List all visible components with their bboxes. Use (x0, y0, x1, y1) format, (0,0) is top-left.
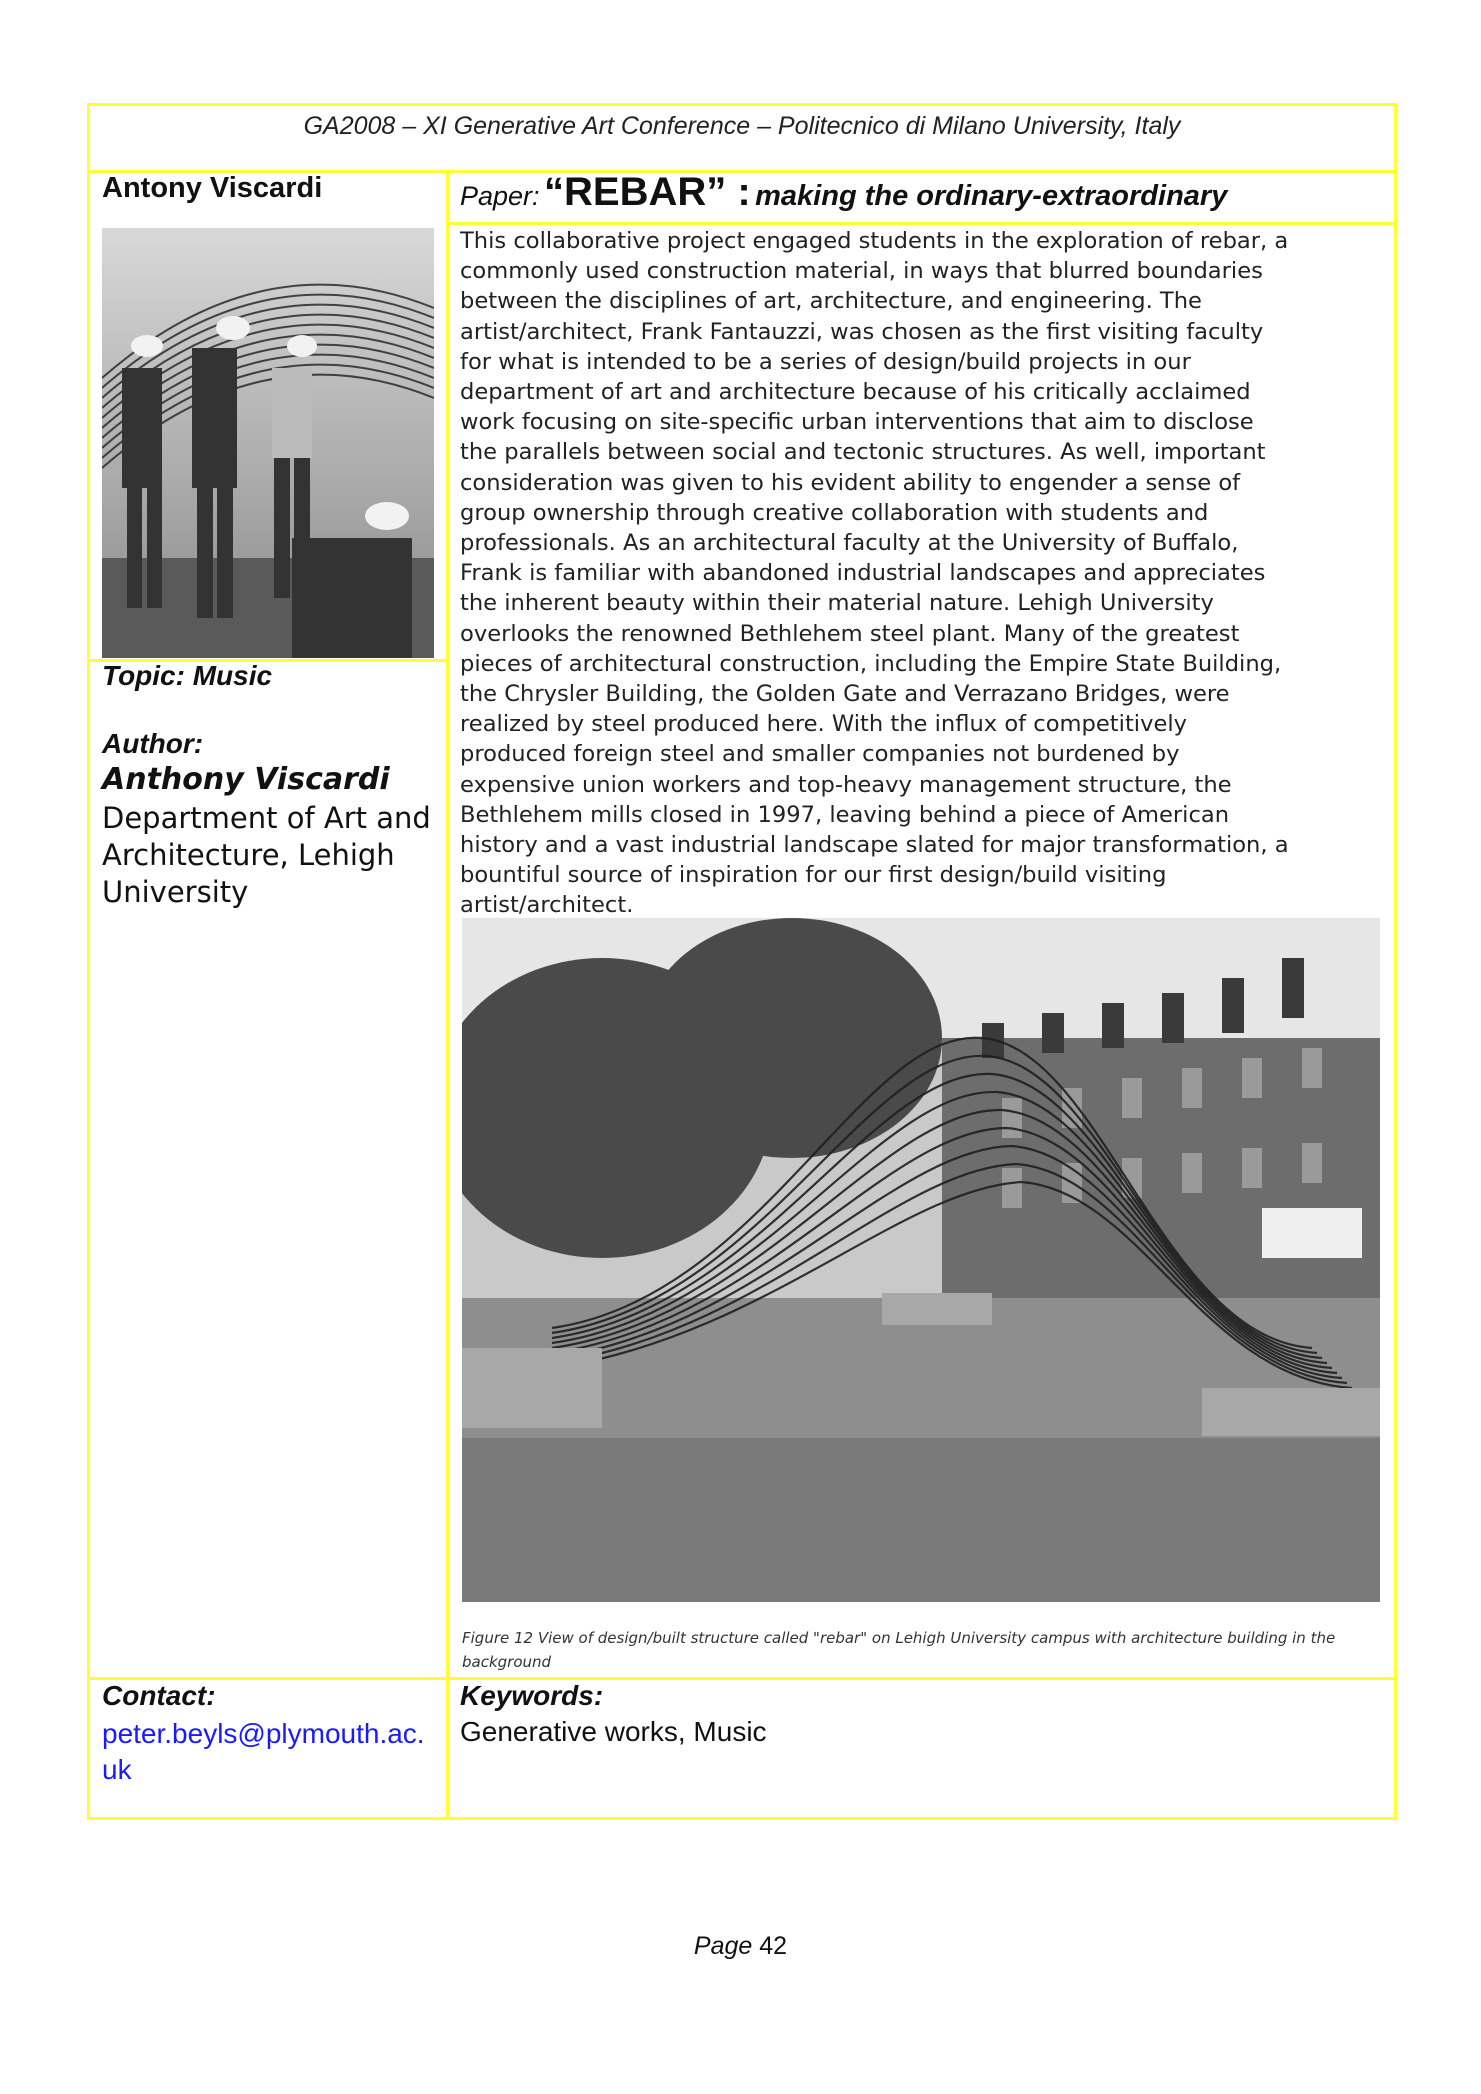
abstract-line: pieces of architectural construction, including the Empire State Building, (460, 650, 1282, 677)
topic-label: Topic: Music (102, 660, 273, 691)
abstract-line: realized by steel produced here. With the influx of competitively (460, 711, 1187, 738)
abstract-line: the parallels between social and tectonic structures. As well, important (460, 439, 1266, 466)
contact-email-link[interactable]: peter.beyls@plymouth.ac.uk (102, 1718, 425, 1785)
keywords-value: Generative works, Music (460, 1716, 767, 1747)
author-label: Author: (102, 728, 204, 759)
abstract-line: expensive union workers and top-heavy management structure, the (460, 771, 1232, 798)
divider (87, 1677, 1397, 1680)
author-affiliation: Department of Art and Architecture, Lehigh University (102, 801, 431, 909)
conference-header: GA2008 – XI Generative Art Conference – Politecnico di Milano University, Italy (303, 112, 1181, 140)
rebar-structure-photo (462, 918, 1380, 1602)
abstract-line: the Chrysler Building, the Golden Gate and Verrazano Bridges, were (460, 681, 1230, 708)
abstract-line: history and a vast industrial landscape slated for major transformation, a (460, 832, 1289, 859)
paper-subtitle: making the ordinary-extraordinary (755, 180, 1228, 212)
page-number-value: 42 (759, 1932, 788, 1960)
divider (446, 170, 449, 1820)
abstract-line: professionals. As an architectural faculty at the University of Buffalo, (460, 530, 1239, 557)
paper-title-main: “REBAR” : (544, 170, 751, 214)
abstract-line: artist/architect, Frank Fantauzzi, was chosen as the first visiting faculty (460, 318, 1264, 345)
divider (448, 222, 1397, 225)
paper-title (460, 170, 1227, 215)
abstract-line: produced foreign steel and smaller companies not burdened by (460, 741, 1180, 768)
abstract-line: the inherent beauty within their material nature. Lehigh University (460, 590, 1214, 617)
abstract-line: overlooks the renowned Bethlehem steel plant. Many of the greatest (460, 620, 1240, 647)
abstract-line: department of art and architecture because of his critically acclaimed (460, 379, 1251, 406)
paper-abstract (460, 226, 1390, 921)
abstract-line: Bethlehem mills closed in 1997, leaving behind a piece of American (460, 801, 1230, 828)
keywords-label: Keywords: (460, 1680, 604, 1711)
construction-photo (102, 228, 434, 658)
paper-label: Paper: (460, 181, 540, 211)
figure-caption: Figure 12 View of design/built structure called "rebar" on Lehigh University campus with architecture building in the background (462, 1629, 1336, 1671)
abstract-line: work focusing on site-specific urban interventions that aim to disclose (460, 409, 1254, 436)
author-name: Anthony Viscardi (102, 762, 390, 797)
contact-label: Contact: (102, 1680, 216, 1711)
author-heading: Antony Viscardi (102, 172, 323, 204)
abstract-line: commonly used construction material, in ways that blurred boundaries (460, 258, 1263, 285)
abstract-line: This collaborative project engaged students in the exploration of rebar, a (460, 228, 1289, 254)
abstract-line: group ownership through creative collaboration with students and (460, 499, 1209, 526)
page-label: Page (693, 1932, 753, 1960)
abstract-line: artist/architect. (460, 892, 634, 919)
page-number (0, 1932, 1481, 1961)
abstract-line: for what is intended to be a series of design/build projects in our (460, 348, 1191, 375)
abstract-line: bountiful source of inspiration for our first design/build visiting (460, 862, 1167, 889)
abstract-line: consideration was given to his evident ability to engender a sense of (460, 469, 1241, 496)
abstract-line: Frank is familiar with abandoned industrial landscapes and appreciates (460, 560, 1266, 587)
abstract-line: between the disciplines of art, architecture, and engineering. The (460, 288, 1202, 315)
